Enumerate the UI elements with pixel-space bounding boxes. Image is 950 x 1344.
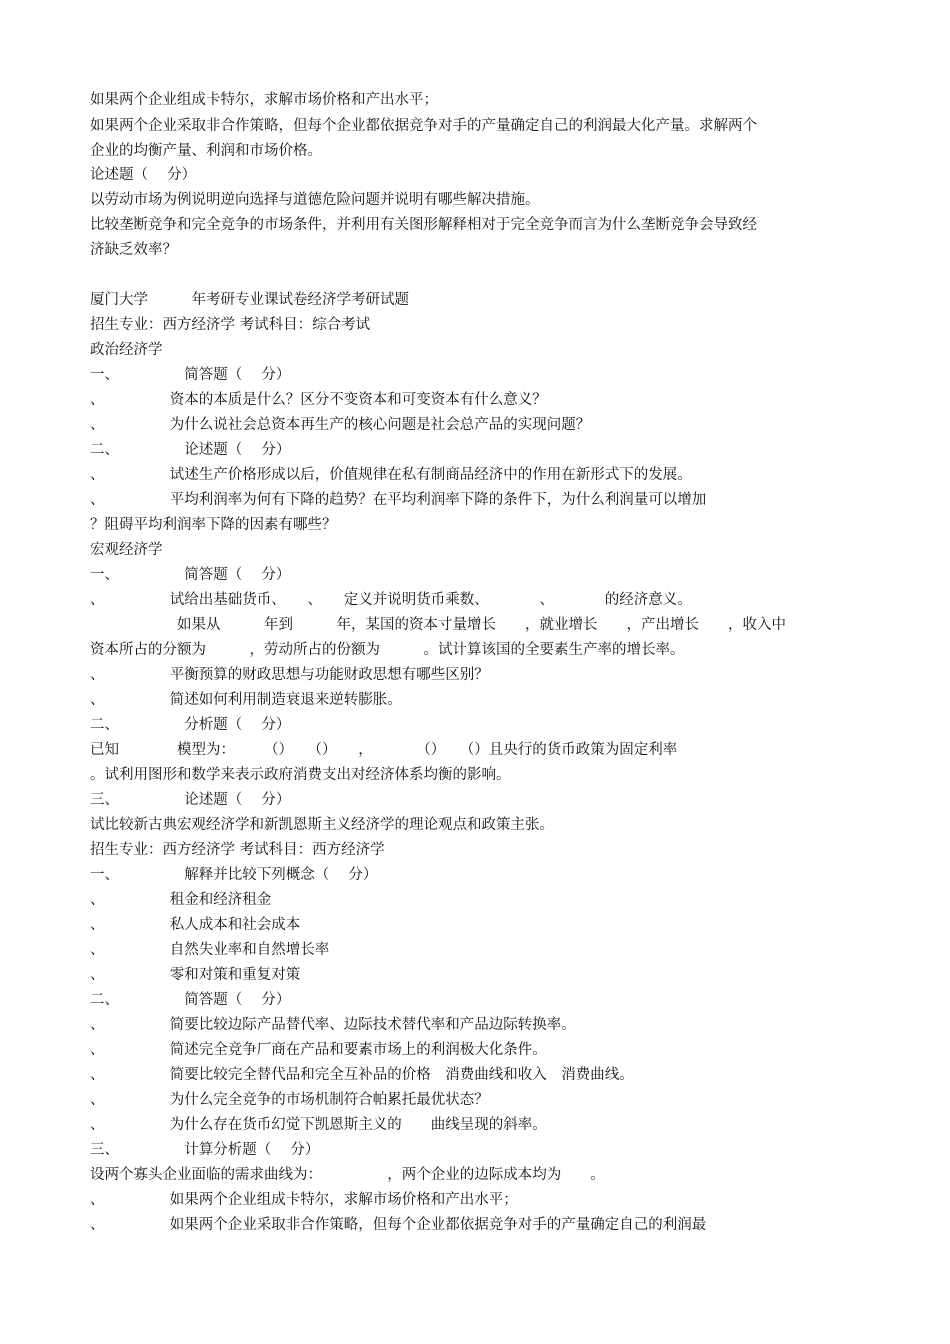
text-line: 、 简要比较边际产品替代率、边际技术替代率和产品边际转换率。	[90, 1017, 576, 1033]
text-line: 、 零和对策和重复对策	[90, 967, 301, 983]
text-line: 论述题（ 分）	[90, 167, 197, 183]
text-line: 厦门大学 年考研专业课试卷经济学考研试题	[90, 292, 409, 308]
text-line: 政治经济学	[90, 342, 163, 358]
text-line: 企业的均衡产量、利润和市场价格。	[90, 143, 322, 159]
text-line: 三、 论述题（ 分）	[90, 792, 291, 808]
text-line: 、 试述生产价格形成以后，价值规律在私有制商品经济中的作用在新形式下的发展。	[90, 467, 692, 483]
text-line: 一、 简答题（ 分）	[90, 567, 291, 583]
text-line: 、 租金和经济租金	[90, 892, 272, 908]
text-line: 宏观经济学	[90, 542, 163, 558]
text-line: 如果两个企业采取非合作策略，但每个企业都依据竞争对手的产量确定自己的利润最大化产量。求解两个	[90, 118, 757, 134]
text-line: 一、 解释并比较下列概念（ 分）	[90, 867, 378, 883]
text-line: 、 私人成本和社会成本	[90, 917, 301, 933]
text-line: 二、 简答题（ 分）	[90, 992, 291, 1008]
text-line: 、 如果两个企业组成卡特尔，求解市场价格和产出水平；	[90, 1192, 518, 1208]
text-line: 、 为什么存在货币幻觉下凯恩斯主义的 曲线呈现的斜率。	[90, 1117, 547, 1133]
text-line: 试比较新古典宏观经济学和新凯恩斯主义经济学的理论观点和政策主张。	[90, 817, 554, 833]
text-line: 、 平均利润率为何有下降的趋势？在平均利润率下降的条件下，为什么利润量可以增加	[90, 492, 707, 508]
text-line: ？阻碍平均利润率下降的因素有哪些？	[90, 517, 337, 533]
text-line: 。试利用图形和数学来表示政府消费支出对经济体系均衡的影响。	[90, 767, 511, 783]
text-line: 、 简要比较完全替代品和完全互补品的价格 消费曲线和收入 消费曲线。	[90, 1067, 634, 1083]
text-line: 、 简述如何利用制造衰退来逆转膨胀。	[90, 692, 402, 708]
text-line: 资本所占的分额为 ，劳动所占的份额为 。试计算该国的全要素生产率的增长率。	[90, 642, 685, 658]
text-line: 、 资本的本质是什么？区分不变资本和可变资本有什么意义？	[90, 392, 547, 408]
text-line: 、 自然失业率和自然增长率	[90, 942, 330, 958]
text-line: 招生专业：西方经济学 考试科目：西方经济学	[90, 842, 385, 858]
text-line: 、 为什么说社会总资本再生产的核心问题是社会总产品的实现问题？	[90, 417, 591, 433]
text-line: 如果两个企业组成卡特尔，求解市场价格和产出水平；	[90, 92, 438, 108]
text-line: 一、 简答题（ 分）	[90, 367, 291, 383]
text-line: 、 为什么完全竞争的市场机制符合帕累托最优状态？	[90, 1092, 489, 1108]
text-line: 、 简述完全竞争厂商在产品和要素市场上的利润极大化条件。	[90, 1042, 547, 1058]
text-line: 三、 计算分析题（ 分）	[90, 1142, 320, 1158]
text-line: 二、 论述题（ 分）	[90, 442, 291, 458]
text-line: 已知 模型为： （） （） ， （） （）且央行的货币政策为固定利率	[90, 742, 678, 758]
text-line: 、 平衡预算的财政思想与功能财政思想有哪些区别？	[90, 667, 489, 683]
text-line: 比较垄断竞争和完全竞争的市场条件，并利用有关图形解释相对于完全竞争而言为什么垄断竞争会导致经	[90, 217, 757, 233]
text-line: 以劳动市场为例说明逆向选择与道德危险问题并说明有哪些解决措施。	[90, 192, 540, 208]
text-line: 、 试给出基础货币、 、 定义并说明货币乘数、 、 的经济意义。	[90, 592, 692, 608]
text-line: 济缺乏效率？	[90, 242, 177, 258]
text-line: 如果从 年到 年，某国的资本寸量增长 ，就业增长 ，产出增长 ，收入中	[90, 617, 786, 633]
text-line: 二、 分析题（ 分）	[90, 717, 291, 733]
text-line: 设两个寡头企业面临的需求曲线为： ，两个企业的边际成本均为 。	[90, 1167, 605, 1183]
text-line: 招生专业：西方经济学 考试科目：综合考试	[90, 317, 371, 333]
text-line: 、 如果两个企业采取非合作策略，但每个企业都依据竞争对手的产量确定自己的利润最	[90, 1217, 707, 1233]
